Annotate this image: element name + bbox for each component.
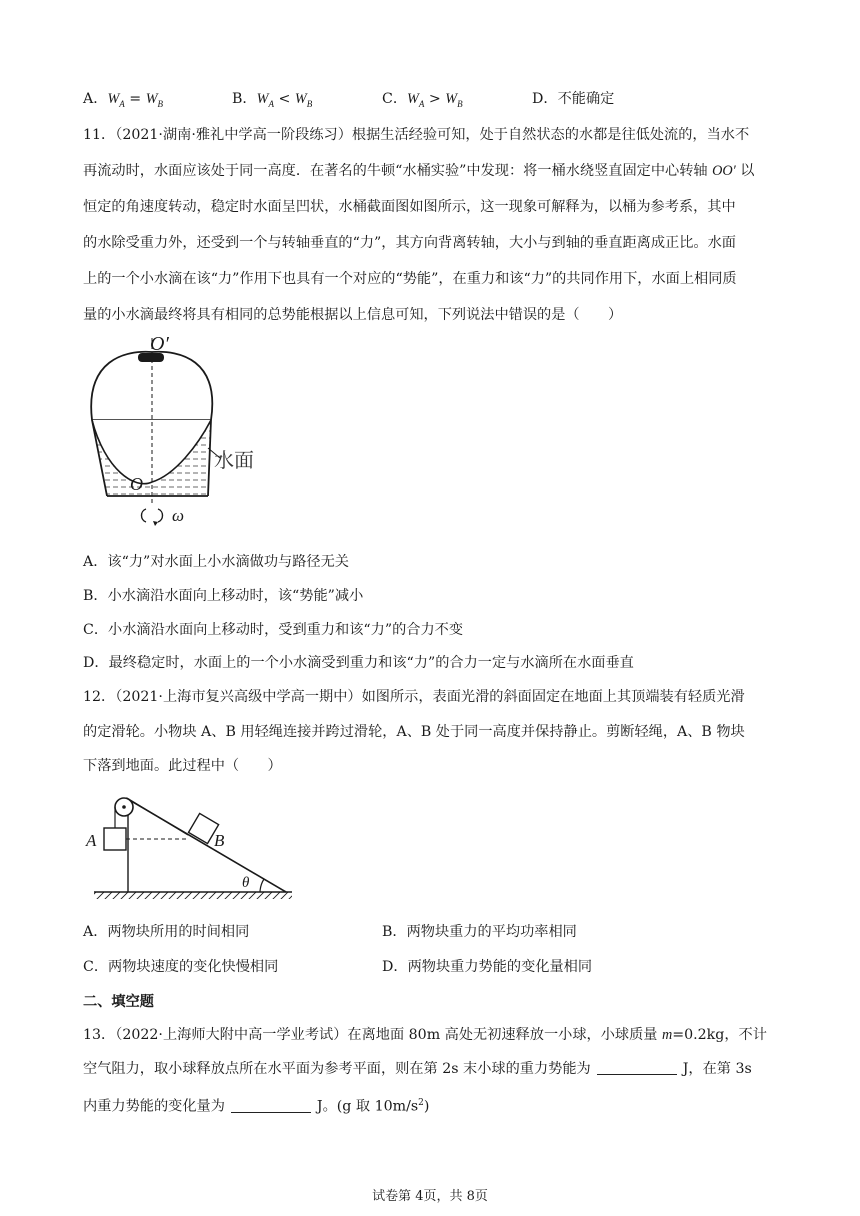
q10-option-c[interactable] [382,89,463,115]
q12-option-a[interactable]: A．两物块所用的时间相同 [83,924,250,940]
relation: > [424,91,446,107]
q13-line-2 [83,1059,752,1079]
label-o-prime: O′ [150,333,169,355]
label-water: 水面 [214,450,254,472]
q13-text: 13．（2022·上海师大附中高一学业考试）在离地面 80m 高处无初速释放一小球，小球质量 [83,1027,662,1043]
q10-option-a[interactable] [83,89,163,115]
q11-option-a[interactable]: A．该“力”对水面上小水滴做功与路径无关 [83,554,349,570]
subscript-a: A [418,98,425,109]
option-letter: D． [532,91,558,107]
option-letter: B． [232,91,257,107]
label-b: B [214,831,225,850]
q11-stem-line-6: 量的小水滴最终将具有相同的总势能根据以上信息可知，下列说法中错误的是（ ） [83,307,623,323]
option-letter: C． [382,91,408,107]
q12-option-c[interactable]: C．两物块速度的变化快慢相同 [83,959,279,975]
relation: = [124,91,146,107]
q11-stem-line-1: 11．（2021·湖南·雅礼中学高一阶段练习）根据生活经验可知，处于自然状态的水都是往低处流的，当水不 [83,127,750,143]
rotation-arrow-icon [142,509,163,522]
q13-text: J。(g 取 10m/s [316,1098,419,1115]
relation: < [273,91,295,107]
subscript-b: B [306,98,313,109]
var-w: W [407,91,419,107]
q11-stem-line-4: 的水除受重力外，还受到一个与转轴垂直的“力”，其方向背离转轴，大小与到轴的垂直距离成正比。水面 [83,235,736,251]
q10-option-b[interactable] [232,89,312,115]
var-w: W [107,91,120,107]
var-w: W [445,91,458,107]
arrow-head-icon [153,521,158,526]
q11-option-d[interactable]: D．最终稳定时，水面上的一个小水滴受到重力和该“力”的合力一定与水滴所在水面垂直 [83,655,634,671]
block-a [104,828,126,850]
axis-label: OO′ [712,163,736,179]
q13-line-1 [83,1025,767,1045]
answer-blank-1[interactable] [597,1060,677,1075]
subscript-a: A [119,98,125,109]
q11-stem-line-5: 上的一个小水滴在该“力”作用下也具有一个对应的“势能”，在重力和该“力”的共同作用下，水面上相同质 [83,271,737,287]
q11-stem-text: 以 [740,163,755,179]
superscript: 2 [418,1098,424,1108]
bucket-figure [80,330,300,535]
q11-stem-text: 再流动时，水面应该处于同一高度．在著名的牛顿“水桶实验”中发现：将一桶水绕竖直固定中心转轴 [83,163,708,179]
option-letter: A． [83,91,108,107]
q11-option-c[interactable]: C．小水滴沿水面向上移动时，受到重力和该“力”的合力不变 [83,622,464,638]
q13-text: 空气阻力，取小球释放点所在水平面为参考平面，则在第 2s 末小球的重力势能为 [83,1061,591,1077]
subscript-b: B [457,98,463,109]
angle-arc [260,879,264,892]
q12-stem-line-3: 下落到地面。此过程中（ ） [83,758,282,774]
var-m: m [661,1027,673,1043]
page-footer: 试卷第 4页，共 8页 [372,1189,488,1204]
label-a: A [86,831,97,850]
var-w: W [256,91,269,107]
q12-stem-line-1: 12．（2021·上海市复兴高级中学高一期中）如图所示，表面光滑的斜面固定在地面上其顶端装有轻质光滑 [83,689,745,705]
q13-text: =0.2kg，不计 [672,1027,767,1043]
subscript-a: A [268,98,274,109]
q13-line-3 [83,1093,429,1117]
q11-option-b[interactable]: B．小水滴沿水面向上移动时，该“势能”减小 [83,588,364,604]
q13-text: J，在第 3s [682,1061,752,1077]
ground-hatch [94,892,292,899]
incline-figure [80,780,300,902]
label-o: O [130,474,143,494]
pulley-axle [122,805,126,809]
label-theta: θ [242,875,250,891]
section-title: 二、填空题 [83,994,154,1010]
q12-option-b[interactable]: B．两物块重力的平均功率相同 [382,924,577,940]
q13-text: ) [423,1098,430,1115]
subscript-b: B [157,98,164,109]
q12-option-d[interactable]: D．两物块重力势能的变化量相同 [382,959,593,975]
rope-b [127,798,188,835]
q11-stem-line-3: 恒定的角速度转动，稳定时水面呈凹状，水桶截面图如图所示，这一现象可解释为，以桶为参考系，其中 [83,199,736,215]
q11-stem-line-2 [83,161,754,181]
var-w: W [145,91,158,107]
answer-blank-2[interactable] [231,1098,311,1113]
var-w: W [294,91,307,107]
q10-option-d[interactable] [532,89,614,109]
q13-text: 内重力势能的变化量为 [83,1098,225,1115]
q12-stem-line-2: 的定滑轮。小物块 A、B 用轻绳连接并跨过滑轮，A、B 处于同一高度并保持静止。剪断轻绳，A、B 物块 [83,724,745,740]
option-text: 不能确定 [557,91,615,107]
label-omega: ω [172,506,185,525]
